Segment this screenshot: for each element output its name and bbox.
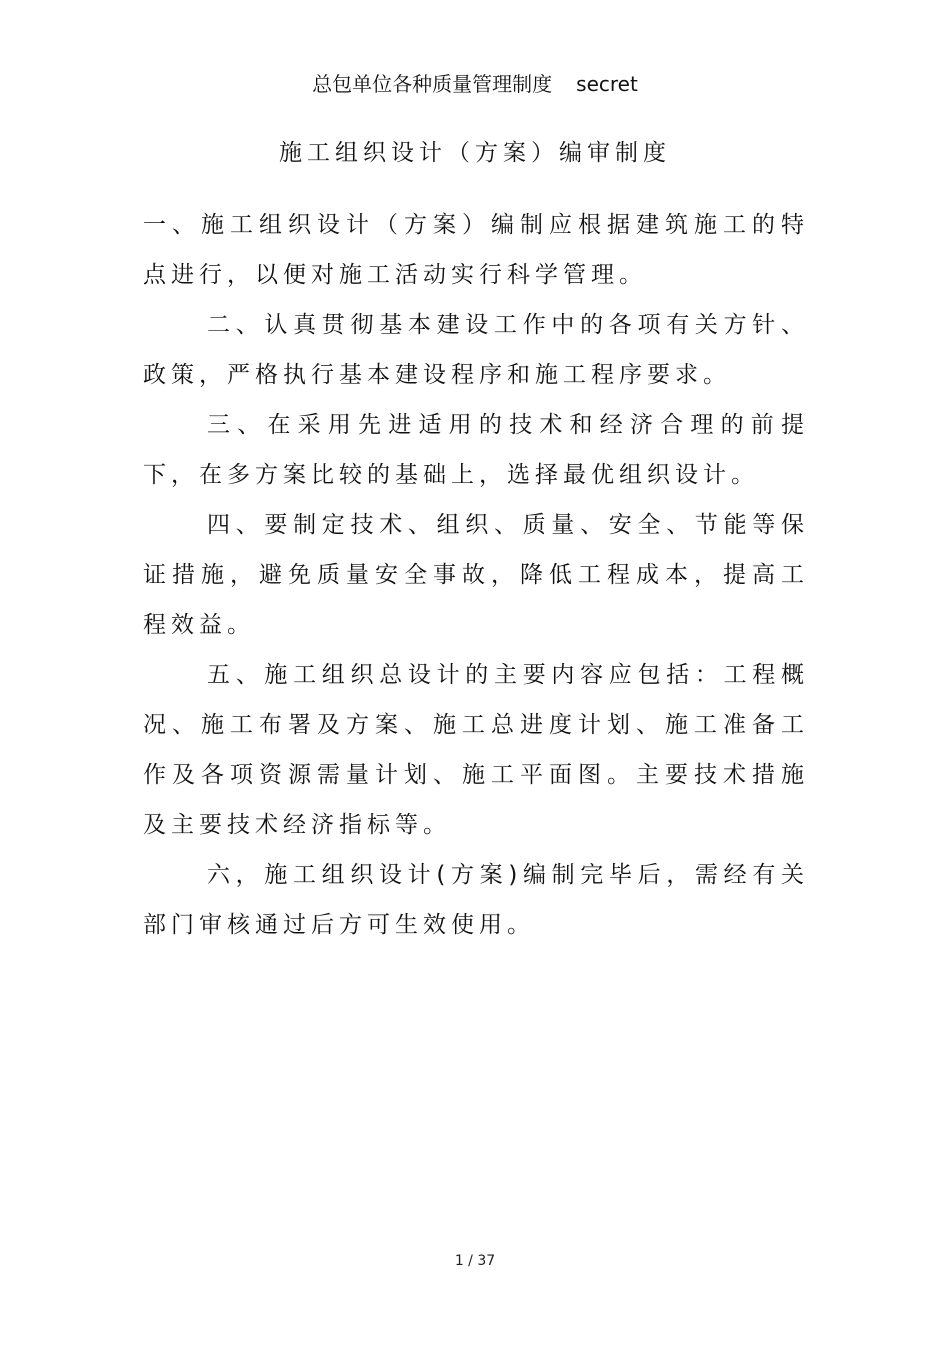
document-body — [143, 200, 809, 950]
paragraph-1: 一、施工组织设计（方案）编制应根据建筑施工的特点进行，以便对施工活动实行科学管理。 — [143, 212, 809, 288]
paragraph-2: 二、认真贯彻基本建设工作中的各项有关方针、政策，严格执行基本建设程序和施工程序要求。 — [143, 312, 809, 388]
page-number: 1 / 37 — [454, 1253, 496, 1269]
header-tag: secret — [576, 72, 638, 96]
paragraph-4: 四、要制定技术、组织、质量、安全、节能等保证措施，避免质量安全事故，降低工程成本，提高工程效益。 — [143, 512, 809, 638]
running-header — [0, 70, 950, 98]
paragraph-3: 三、在采用先进适用的技术和经济合理的前提下，在多方案比较的基础上，选择最优组织设计。 — [143, 412, 809, 488]
section-title: 施工组织设计（方案）编审制度 — [279, 140, 671, 166]
paragraph-6: 六，施工组织设计(方案)编制完毕后，需经有关部门审核通过后方可生效使用。 — [143, 862, 809, 938]
paragraph-5: 五、施工组织总设计的主要内容应包括：工程概况、施工布署及方案、施工总进度计划、施工准备工作及各项资源需量计划、施工平面图。主要技术措施及主要技术经济指标等。 — [143, 662, 809, 838]
header-doc-title: 总包单位各种质量管理制度 — [312, 72, 553, 96]
